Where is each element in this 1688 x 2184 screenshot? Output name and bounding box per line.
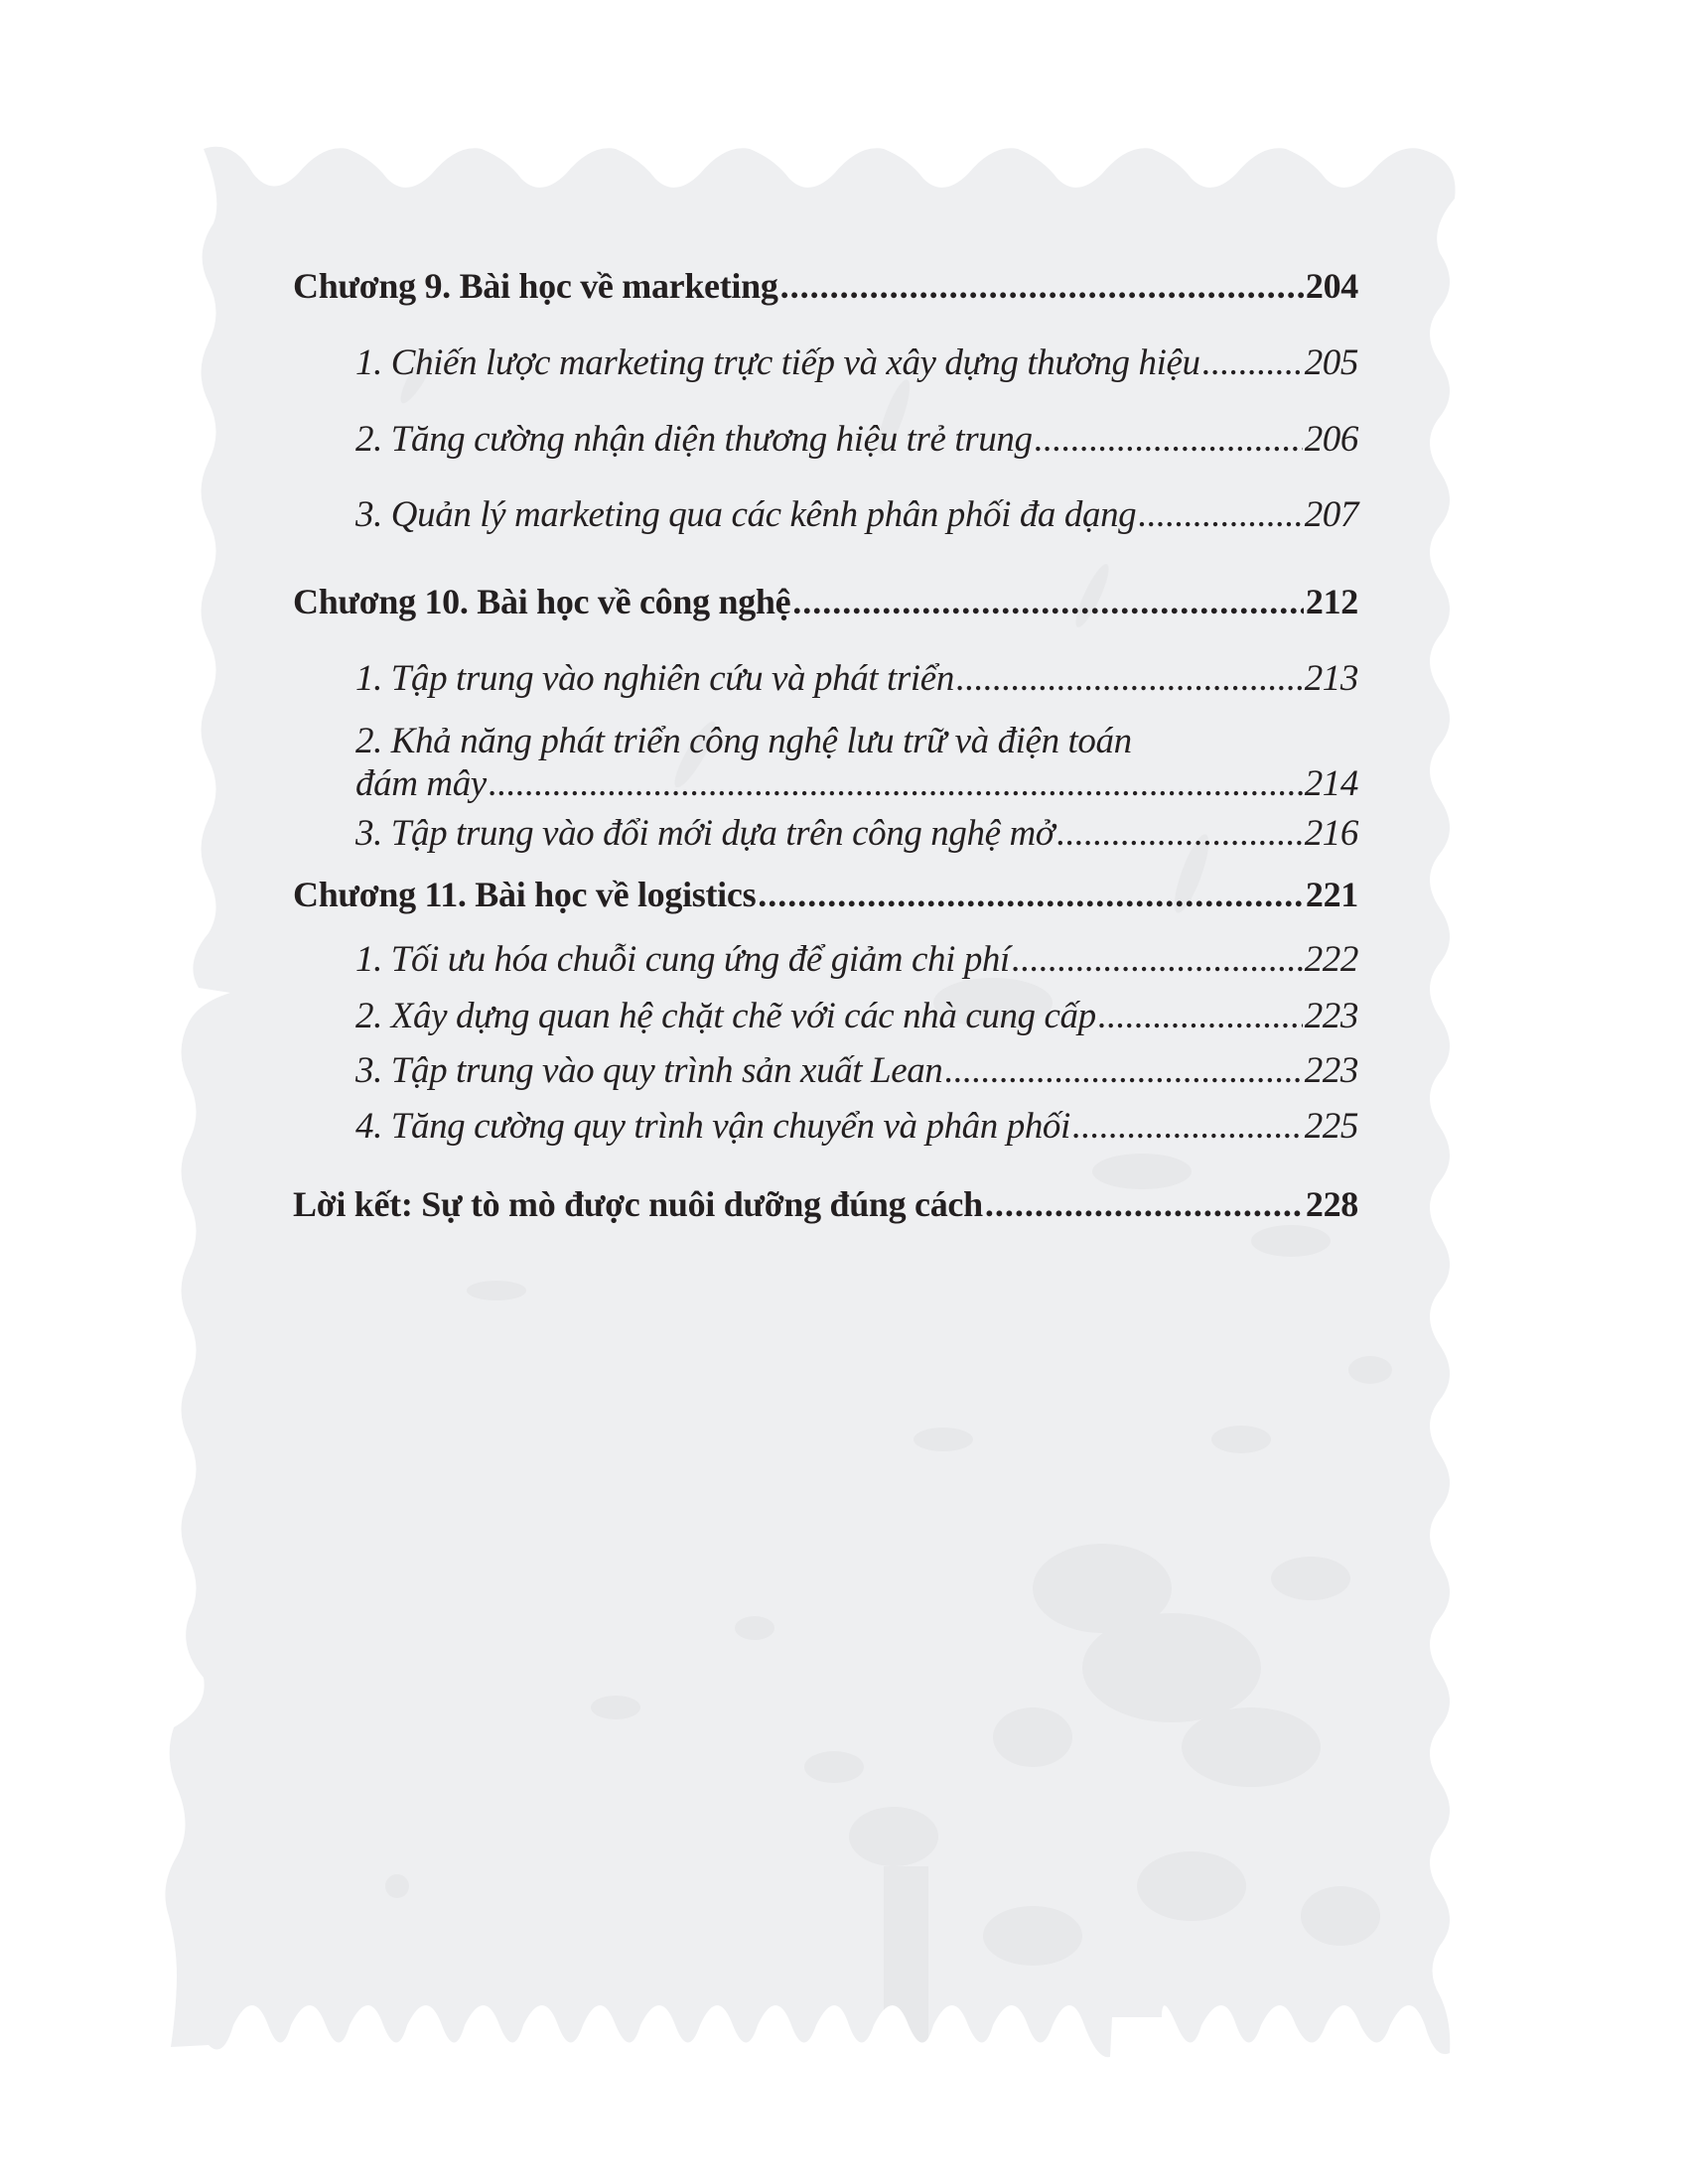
toc-chapter-9[interactable] <box>293 268 1358 304</box>
page-number: 212 <box>1305 582 1358 621</box>
toc-item[interactable] <box>355 815 1358 852</box>
page-number: 205 <box>1304 342 1358 383</box>
item-title: 3. Quản lý marketing qua các kênh phân phối đa dạng <box>355 494 1137 535</box>
page-number: 213 <box>1304 658 1358 699</box>
toc-item-line1[interactable]: 2. Khả năng phát triển công nghệ lưu trữ và điện toán <box>355 721 1132 761</box>
dot-leader <box>1138 496 1302 533</box>
dot-leader <box>792 584 1304 619</box>
page-number: 223 <box>1304 996 1358 1036</box>
toc-item[interactable] <box>355 1052 1358 1089</box>
dot-leader <box>985 1186 1304 1222</box>
page-number: 214 <box>1304 763 1358 804</box>
toc-chapter-11[interactable] <box>293 877 1358 912</box>
chapter-title: Chương 11. Bài học về logistics <box>293 875 757 914</box>
page-number: 223 <box>1304 1050 1358 1091</box>
item-title: 4. Tăng cường quy trình vận chuyển và phân phối <box>355 1106 1070 1147</box>
item-title: 1. Chiến lược marketing trực tiếp và xây dựng thương hiệu <box>355 342 1200 383</box>
chapter-title: Chương 10. Bài học về công nghệ <box>293 582 791 621</box>
item-title: 1. Tối ưu hóa chuỗi cung ứng để giảm chi phí <box>355 939 1010 980</box>
dot-leader <box>1098 998 1303 1034</box>
dot-leader <box>758 877 1304 912</box>
item-title-continued: đám mây <box>355 763 487 804</box>
toc-item[interactable] <box>355 1108 1358 1145</box>
page-number: 204 <box>1305 266 1358 306</box>
toc-item[interactable] <box>355 998 1358 1034</box>
dot-leader <box>1202 344 1303 381</box>
toc-item[interactable] <box>355 941 1358 978</box>
toc-item[interactable] <box>355 660 1358 697</box>
toc-chapter-10[interactable] <box>293 584 1358 619</box>
dot-leader <box>1035 421 1303 458</box>
epilogue-title: Lời kết: Sự tò mò được nuôi dưỡng đúng cách <box>293 1184 983 1224</box>
item-title: 2. Tăng cường nhận diện thương hiệu trẻ trung <box>355 419 1033 460</box>
page-number: 228 <box>1305 1184 1358 1224</box>
page-number: 206 <box>1304 419 1358 460</box>
dot-leader <box>489 765 1303 802</box>
dot-leader <box>944 1052 1302 1089</box>
item-title: 1. Tập trung vào nghiên cứu và phát triển <box>355 658 954 699</box>
page-number: 222 <box>1304 939 1358 980</box>
page-number: 216 <box>1304 813 1358 854</box>
page-number: 221 <box>1305 875 1358 914</box>
toc-item[interactable] <box>355 344 1358 381</box>
page-number: 207 <box>1304 494 1358 535</box>
dot-leader <box>780 268 1304 304</box>
toc-item[interactable] <box>355 496 1358 533</box>
toc-item[interactable] <box>355 765 1358 802</box>
dot-leader <box>956 660 1303 697</box>
page-number: 225 <box>1304 1106 1358 1147</box>
toc-epilogue[interactable] <box>293 1186 1358 1222</box>
item-title: 3. Tập trung vào đổi mới dựa trên công nghệ mở <box>355 813 1055 854</box>
dot-leader <box>1056 815 1303 852</box>
item-title: 2. Xây dựng quan hệ chặt chẽ với các nhà cung cấp <box>355 996 1096 1036</box>
item-title: 3. Tập trung vào quy trình sản xuất Lean <box>355 1050 943 1091</box>
dot-leader <box>1072 1108 1303 1145</box>
toc-item[interactable] <box>355 421 1358 458</box>
chapter-title: Chương 9. Bài học về marketing <box>293 266 778 306</box>
dot-leader <box>1012 941 1303 978</box>
